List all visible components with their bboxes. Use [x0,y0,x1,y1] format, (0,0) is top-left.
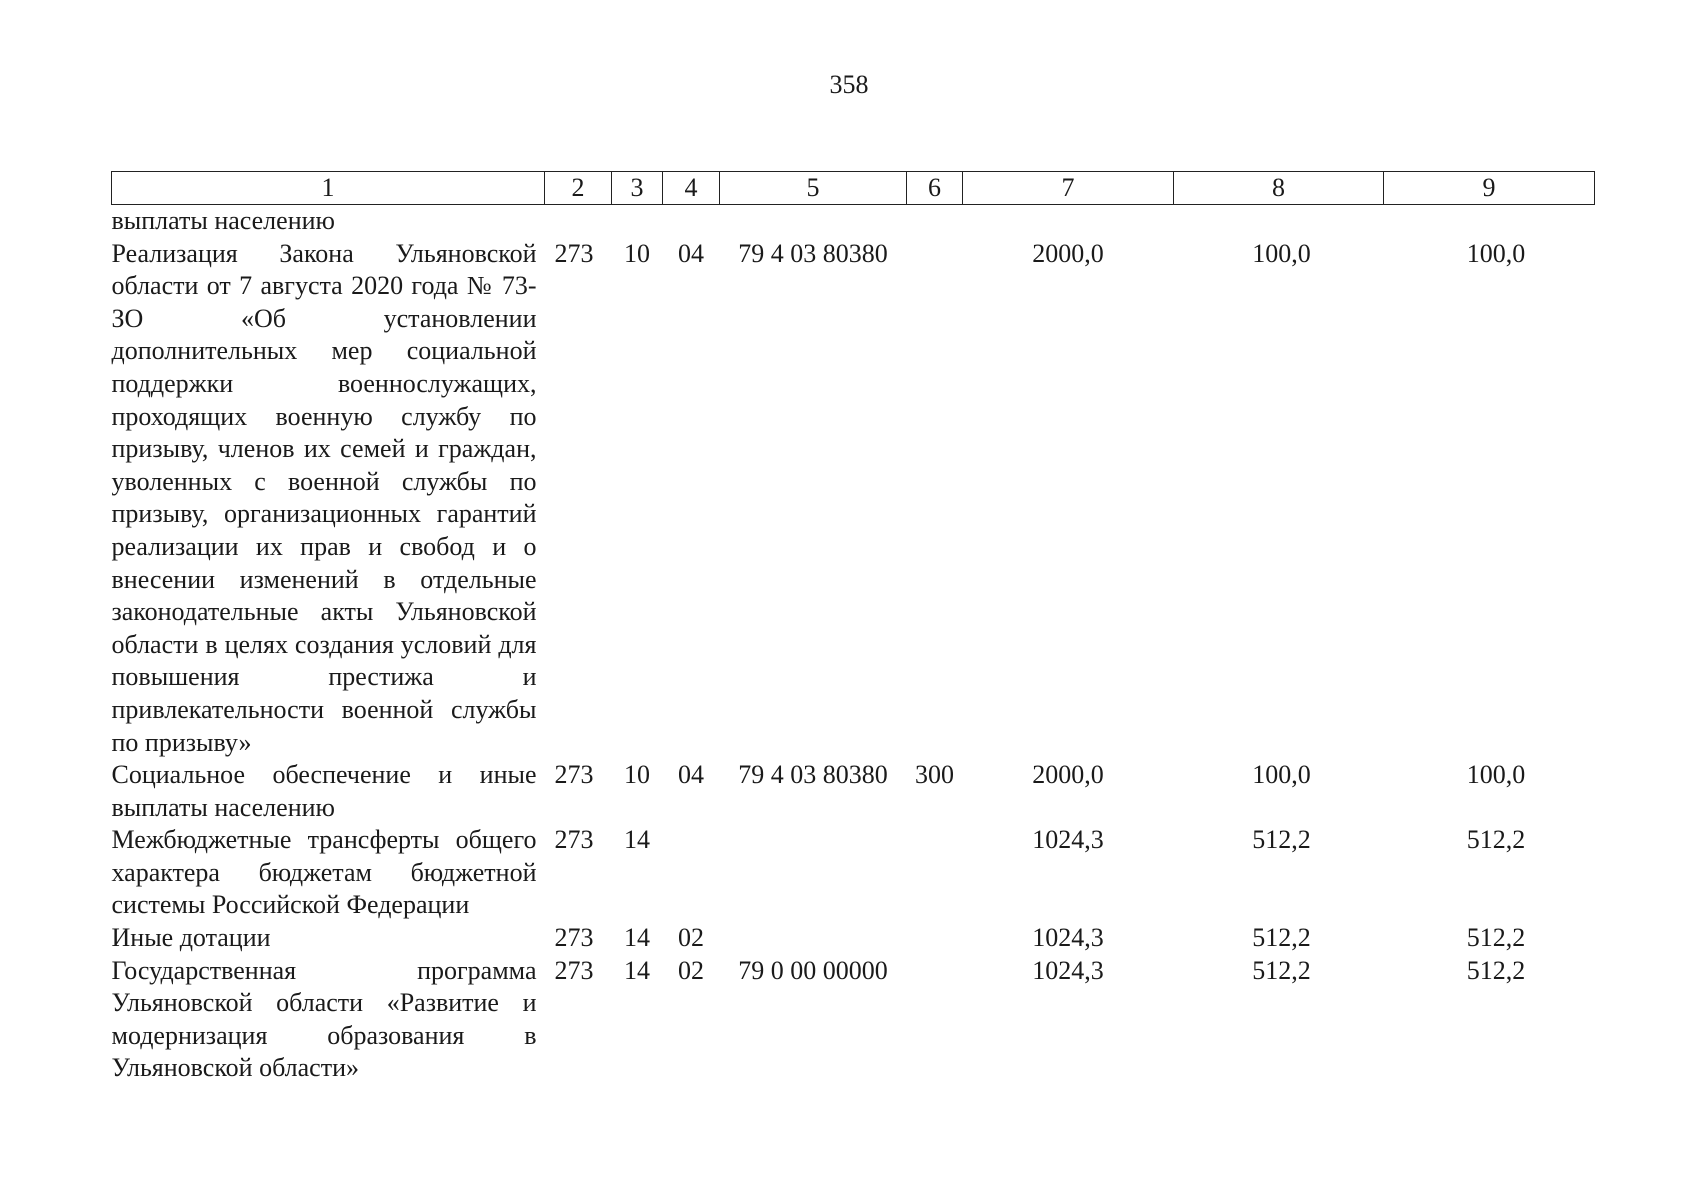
row-col-9: 100,0 [1466,760,1526,790]
row-col-3: 14 [624,825,650,855]
row-col-2: 273 [554,760,594,790]
row-col-5: 79 0 00 00000 [738,955,888,985]
row-description: Межбюджетные трансферты общего характера бюджетам бюджетной системы Российской Федерации [111,825,537,920]
row-description: Реализация Закона Ульяновской области от 7 августа 2020 года № 73-ЗО «Об установлении дополнительных мер социальной поддержки военнослужащих, проходящих военную службу по призыву, членов их семей и граждан, уволенных с военной службы по призыву, организационных гарантий реализации их прав и свобод и о внесении изменений в отдельные законодательные акты Ульяновской области в целях создания условий для повышения престижа и привлекательности военной службы по призыву» [111,238,537,757]
row-col-2: 273 [554,923,594,953]
header-col-6: 6 [907,172,963,205]
row-col-3: 10 [624,238,650,268]
table-row [112,955,1595,1085]
row-col-8: 512,2 [1252,825,1311,855]
row-col-6 [907,955,963,1085]
row-col-5 [720,922,907,955]
page-number: 358 [829,70,869,99]
header-col-3: 3 [612,172,663,205]
header-col-2: 2 [545,172,612,205]
row-col-5 [720,824,907,922]
table-row [112,238,1595,760]
row-col-5: 79 4 03 80380 [738,238,888,268]
table-row [112,824,1595,922]
row-col-6 [907,824,963,922]
row-col-9: 100,0 [1466,238,1526,268]
row-description: Иные дотации [111,923,271,953]
row-col-9: 512,2 [1466,825,1526,855]
row-col-6 [907,922,963,955]
row-col-6: 300 [915,760,954,790]
header-col-9: 9 [1384,172,1595,205]
continued-text: выплаты населению [111,206,335,235]
row-col-9: 512,2 [1466,923,1526,953]
header-col-8: 8 [1174,172,1384,205]
row-col-8: 512,2 [1252,955,1311,985]
table-header [112,172,1595,205]
row-col-8: 100,0 [1252,760,1311,790]
row-description: Социальное обеспечение и иные выплаты населению [111,760,537,822]
row-col-3: 14 [624,955,650,985]
row-col-8: 100,0 [1252,238,1311,268]
header-col-7: 7 [963,172,1174,205]
row-col-4: 02 [678,923,704,953]
row-col-2: 273 [554,825,594,855]
row-col-4: 02 [678,955,704,985]
row-col-7: 1024,3 [1032,825,1104,855]
row-col-4 [663,824,720,922]
table-row [112,922,1595,955]
header-col-5: 5 [720,172,907,205]
row-col-3: 10 [624,760,650,790]
row-col-4: 04 [678,760,704,790]
row-col-2: 273 [554,238,594,268]
row-col-9: 512,2 [1466,955,1526,985]
budget-table [111,171,1595,1085]
row-col-8: 512,2 [1252,923,1311,953]
header-row [112,172,1595,205]
row-col-3: 14 [624,923,650,953]
row-col-2: 273 [554,955,594,985]
table-row [112,759,1595,824]
row-col-7: 1024,3 [1032,955,1104,985]
header-col-1: 1 [112,172,545,205]
row-col-7: 2000,0 [1032,238,1104,268]
table-body [112,205,1595,1086]
row-col-7: 1024,3 [1032,923,1104,953]
row-col-4: 04 [678,238,704,268]
row-description: Государственная программа Ульяновской области «Развитие и модернизация образования в Ульяновской области» [111,955,537,1083]
row-col-5: 79 4 03 80380 [738,760,888,790]
row-col-7: 2000,0 [1032,760,1104,790]
table-row-continued [112,205,1595,238]
header-col-4: 4 [663,172,720,205]
row-col-6 [907,238,963,760]
